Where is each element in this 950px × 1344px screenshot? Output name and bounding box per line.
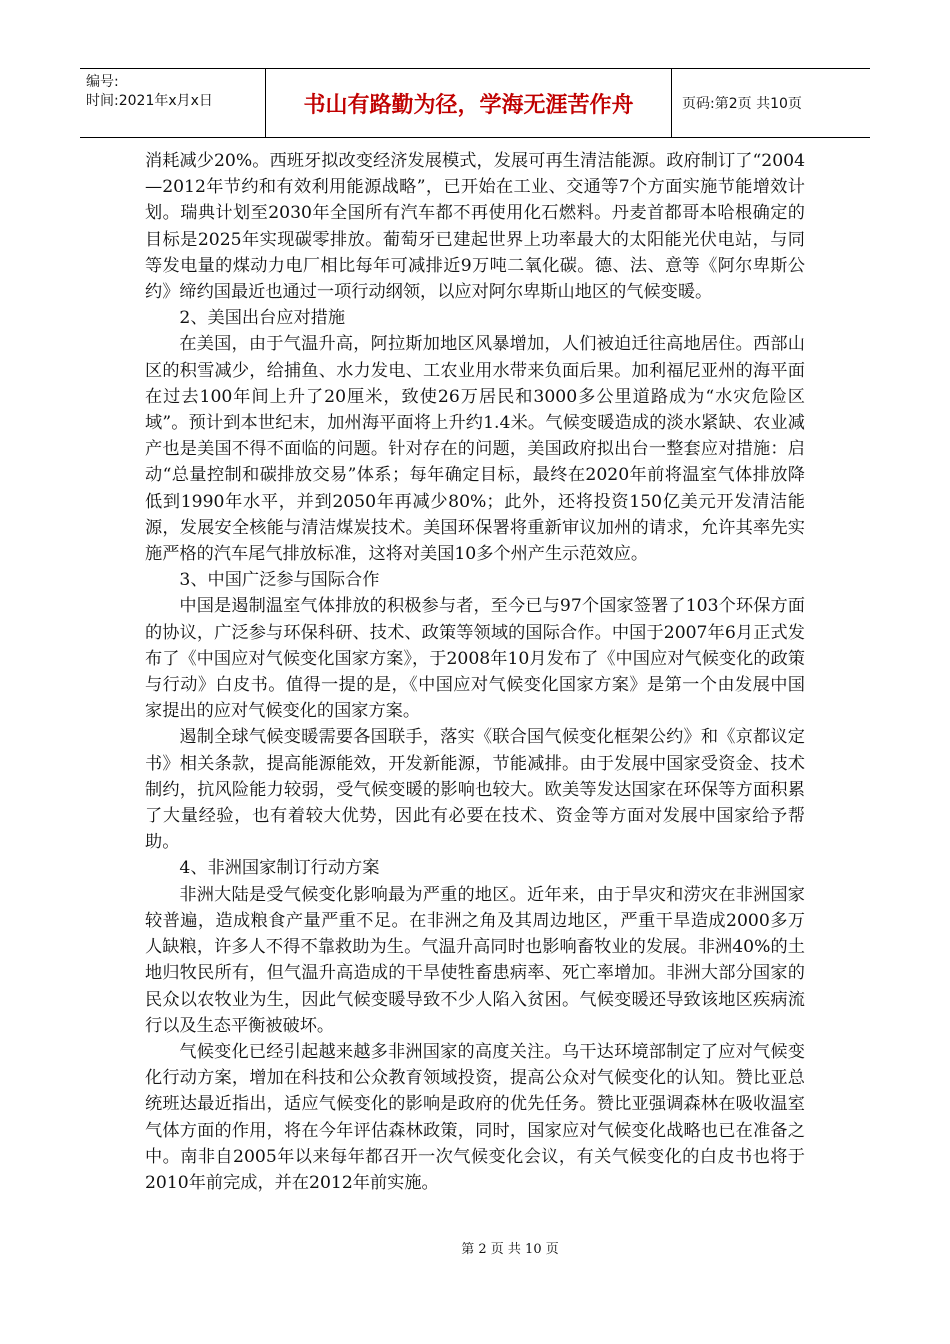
paragraph: 气候变化已经引起越来越多非洲国家的高度关注。乌干达环境部制定了应对气候变化行动方案，增加在科技和公众教育领域投资，提高公众对气候变化的认知。赞比亚总统班达最近指出，适应气候变化的影响是政府的优先任务。赞比亚强调森林在吸收温室气体方面的作用，将在今年评估森林政策，同时，国家应对气候变化战略也已在准备之中。南非自2005年以来每年都召开一次气候变化会议，有关气候变化的白皮书也将于2010年前完成，并在2012年前实施。 — [145, 1041, 805, 1193]
paragraph: 消耗减少20%。西班牙拟改变经济发展模式，发展可再生清洁能源。政府制订了“2004—2012年节约和有效利用能源战略”，已开始在工业、交通等7个方面实施节能增效计划。瑞典计划至2030年全国所有汽车都不再使用化石燃料。丹麦首都哥本哈根确定的目标是2025年实现碳零排放。葡萄牙已建起世界上功率最大的太阳能光伏电站，与同等发电量的煤动力电厂相比每年可减排近9万吨二氧化碳。德、法、意等《阿尔卑斯公约》缔约国最近也通过一项行动纲领，以应对阿尔卑斯山地区的气候变暖。 — [145, 151, 805, 303]
document-body — [145, 148, 805, 1196]
page-footer: 第 2 页 共 10 页 — [461, 1242, 559, 1257]
paragraph: 非洲大陆是受气候变化影响最为严重的地区。近年来，由于旱灾和涝灾在非洲国家较普遍，造成粮食产量严重不足。在非洲之角及其周边地区，严重干旱造成2000多万人缺粮，许多人不得不靠救助为生。气温升高同时也影响畜牧业的发展。非洲40%的土地归牧民所有，但气温升高造成的干旱使牲畜患病率、死亡率增加。非洲大部分国家的民众以农牧业为生，因此气候变暖导致不少人陷入贫困。气候变暖还导致该地区疾病流行以及生态平衡被破坏。 — [145, 884, 805, 1036]
header-motto: 书山有路勤为径，学海无涯苦作舟 — [266, 69, 672, 137]
document-number-label: 编号: — [86, 74, 119, 90]
document-date: 时间:2021年x月x日 — [86, 93, 213, 109]
header-meta — [80, 69, 266, 137]
section-heading-usa: 2、美国出台应对措施 — [179, 308, 346, 329]
section-heading-africa: 4、非洲国家制订行动方案 — [179, 858, 380, 879]
paragraph: 中国是遏制温室气体排放的积极参与者，至今已与97个国家签署了103个环保方面的协议，广泛参与环保科研、技术、政策等领域的国际合作。中国于2007年6月正式发布了《中国应对气候变化国家方案》，于2008年10月发布了《中国应对气候变化的政策与行动》白皮书。值得一提的是，《中国应对气候变化国家方案》是第一个由发展中国家提出的应对气候变化的国家方案。 — [145, 596, 805, 722]
header-page-info: 页码:第2页 共10页 — [682, 96, 802, 112]
paragraph: 在美国，由于气温升高，阿拉斯加地区风暴增加，人们被迫迁往高地居住。西部山区的积雪减少，给捕鱼、水力发电、工农业用水带来负面后果。加利福尼亚州的海平面在过去100年间上升了20厘米，致使26万居民和3000多公里道路成为“水灾危险区域”。预计到本世纪末，加州海平面将上升约1.4米。气候变暖造成的淡水紧缺、农业减产也是美国不得不面临的问题。针对存在的问题，美国政府拟出台一整套应对措施：启动“总量控制和碳排放交易”体系；每年确定目标，最终在2020年前将温室气体排放降低到1990年水平，并到2050年再减少80%；此外，还将投资150亿美元开发清洁能源，发展安全核能与清洁煤炭技术。美国环保署将重新审议加州的请求，允许其率先实施严格的汽车尾气排放标准，这将对美国10多个州产生示范效应。 — [145, 334, 805, 565]
paragraph: 遏制全球气候变暖需要各国联手，落实《联合国气候变化框架公约》和《京都议定书》相关条款，提高能源能效，开发新能源，节能减排。由于发展中国家受资金、技术制约，抗风险能力较弱，受气候变暖的影响也较大。欧美等发达国家在环保等方面积累了大量经验，也有着较大优势，因此有必要在技术、资金等方面对发展中国家给予帮助。 — [145, 727, 805, 853]
section-heading-china: 3、中国广泛参与国际合作 — [179, 570, 380, 591]
page-header — [80, 68, 870, 138]
